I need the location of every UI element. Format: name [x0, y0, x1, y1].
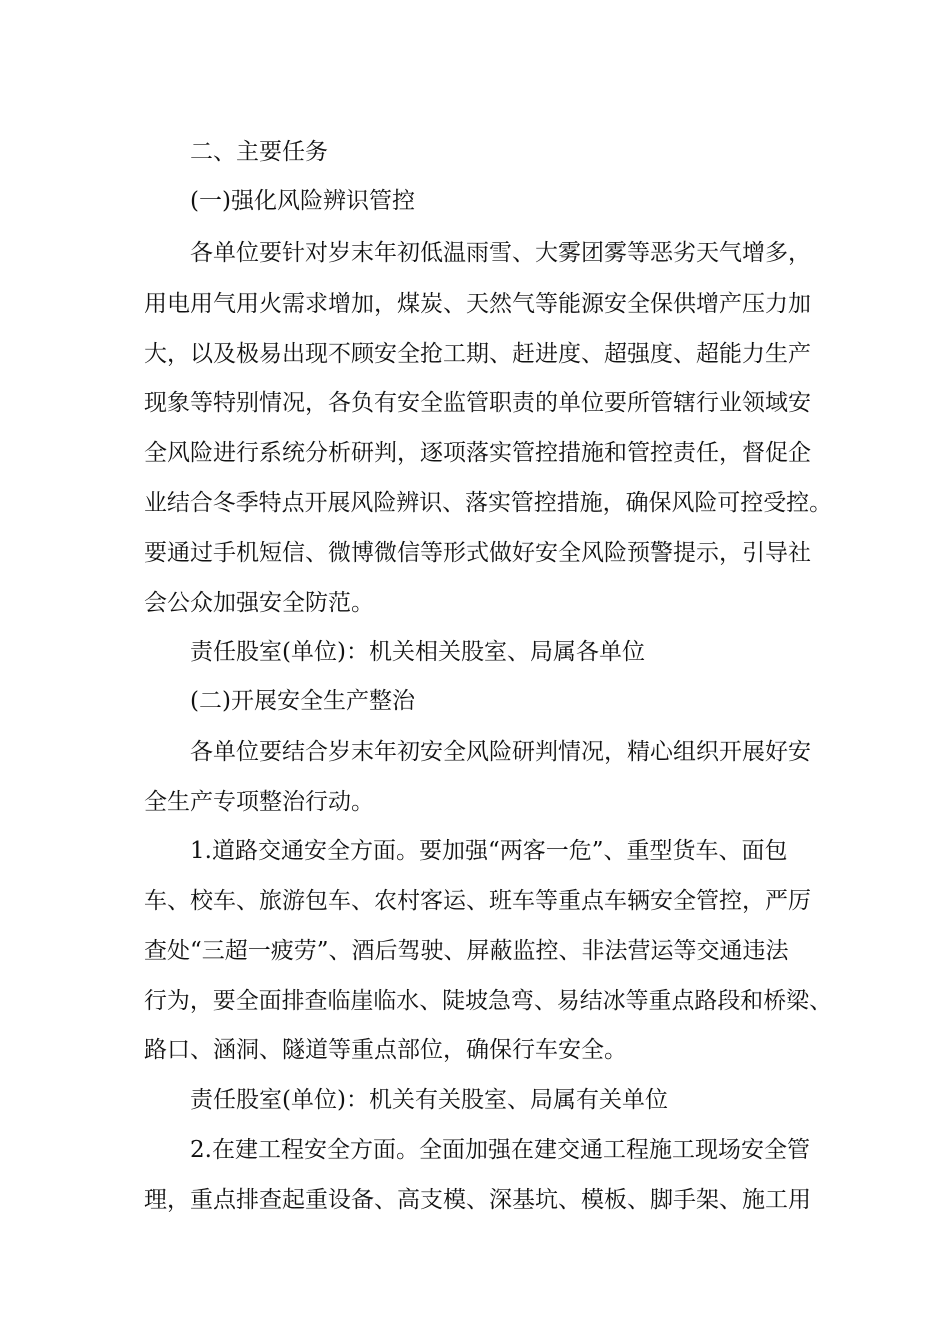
paragraph-line: 用电用气用火需求增加，煤炭、天然气等能源安全保供增产压力加 [144, 291, 811, 317]
responsibility-line: 责任股室(单位)：机关相关股室、局属各单位 [190, 639, 645, 665]
paragraph-line: 全风险进行系统分析研判，逐项落实管控措施和管控责任，督促企 [144, 440, 811, 466]
responsibility-line: 责任股室(单位)：机关有关股室、局属有关单位 [190, 1087, 668, 1113]
paragraph-line: 路口、涵洞、隧道等重点部位，确保行车安全。 [144, 1037, 627, 1063]
paragraph-line: 大，以及极易出现不顾安全抢工期、赶进度、超强度、超能力生产 [144, 341, 811, 367]
section-heading: 二、主要任务 [190, 139, 328, 165]
paragraph-line: 要通过手机短信、微博微信等形式做好安全风险预警提示，引导社 [144, 540, 811, 566]
paragraph-line: 全生产专项整治行动。 [144, 789, 374, 815]
paragraph-line: 各单位要结合岁末年初安全风险研判情况，精心组织开展好安 [190, 739, 811, 765]
paragraph-line: 1.道路交通安全方面。要加强“两客一危”、重型货车、面包 [190, 838, 788, 864]
subsection-heading: (二)开展安全生产整治 [190, 688, 415, 714]
paragraph-line: 各单位要针对岁末年初低温雨雪、大雾团雾等恶劣天气增多， [190, 240, 811, 266]
paragraph-line: 业结合冬季特点开展风险辨识、落实管控措施，确保风险可控受控。 [144, 490, 832, 516]
paragraph-line: 行为，要全面排查临崖临水、陡坡急弯、易结冰等重点路段和桥梁、 [144, 988, 832, 1014]
subsection-heading: (一)强化风险辨识管控 [190, 188, 415, 214]
paragraph-line: 车、校车、旅游包车、农村客运、班车等重点车辆安全管控，严厉 [144, 888, 811, 914]
paragraph-line: 2.在建工程安全方面。全面加强在建交通工程施工现场安全管 [190, 1137, 810, 1163]
paragraph-line: 会公众加强安全防范。 [144, 590, 374, 616]
paragraph-line: 现象等特别情况，各负有安全监管职责的单位要所管辖行业领域安 [144, 390, 811, 416]
paragraph-line: 理，重点排查起重设备、高支模、深基坑、模板、脚手架、施工用 [144, 1187, 811, 1213]
paragraph-line: 查处“三超一疲劳”、酒后驾驶、屏蔽监控、非法营运等交通违法 [144, 938, 789, 964]
